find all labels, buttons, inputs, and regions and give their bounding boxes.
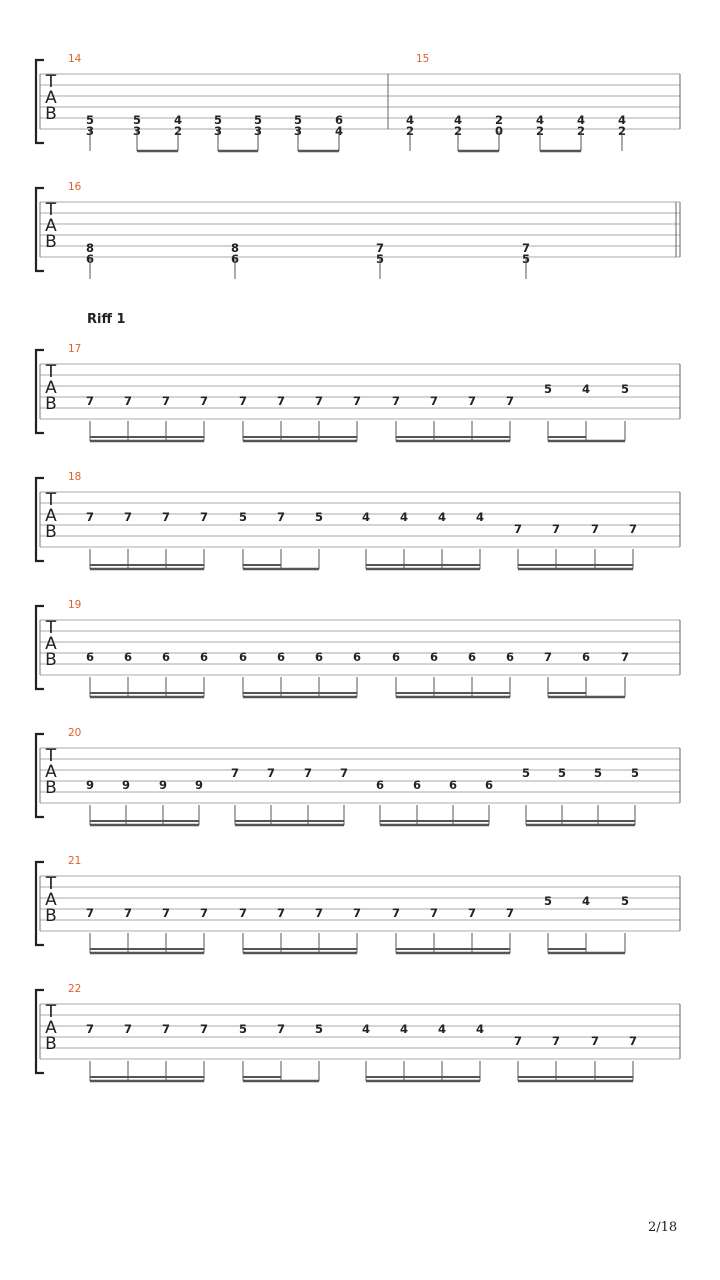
fret-number: 7 [161,906,171,920]
measure-number: 21 [68,855,82,867]
fret-number: 4 [173,113,183,127]
tab-clef-letter: B [45,104,57,124]
section-label: Riff 1 [87,312,126,327]
fret-number: 6 [391,650,401,664]
fret-number: 6 [581,650,591,664]
fret-number: 2 [494,113,504,127]
fret-number: 7 [199,394,209,408]
fret-number: 7 [161,1022,171,1036]
fret-number: 5 [620,382,630,396]
fret-number: 4 [475,510,485,524]
tab-clef-letter: A [45,634,57,654]
fret-number: 9 [194,778,204,792]
fret-number: 6 [505,650,515,664]
fret-number: 4 [399,510,409,524]
fret-number: 6 [448,778,458,792]
fret-number: 4 [399,1022,409,1036]
fret-number: 7 [521,241,531,255]
fret-number: 7 [375,241,385,255]
tab-clef-letter: T [45,490,57,510]
fret-number: 7 [123,1022,133,1036]
fret-number: 7 [85,394,95,408]
fret-number: 7 [85,906,95,920]
fret-number: 7 [628,522,638,536]
fret-number: 3 [85,124,95,138]
fret-number: 7 [628,1034,638,1048]
tab-clef-letter: T [45,746,57,766]
fret-number: 7 [391,394,401,408]
fret-number: 5 [314,510,324,524]
tab-clef-letter: B [45,650,57,670]
fret-number: 7 [352,906,362,920]
fret-number: 7 [161,394,171,408]
tab-clef-letter: B [45,522,57,542]
fret-number: 5 [543,382,553,396]
fret-number: 5 [293,113,303,127]
fret-number: 7 [505,394,515,408]
tab-clef-letter: A [45,1018,57,1038]
fret-number: 7 [505,906,515,920]
tab-clef-letter: A [45,762,57,782]
fret-number: 9 [85,778,95,792]
fret-number: 7 [620,650,630,664]
fret-number: 9 [121,778,131,792]
fret-number: 3 [132,124,142,138]
measure-number: 20 [68,727,82,739]
fret-number: 7 [590,522,600,536]
fret-number: 4 [361,510,371,524]
fret-number: 7 [276,1022,286,1036]
fret-number: 7 [339,766,349,780]
tab-clef-letter: B [45,1034,57,1054]
fret-number: 7 [551,1034,561,1048]
fret-number: 3 [293,124,303,138]
fret-number: 6 [429,650,439,664]
tab-clef-letter: T [45,618,57,638]
tab-clef-letter: A [45,216,57,236]
fret-number: 7 [230,766,240,780]
fret-number: 2 [453,124,463,138]
fret-number: 0 [494,124,504,138]
fret-number: 7 [429,394,439,408]
fret-number: 7 [276,394,286,408]
fret-number: 6 [123,650,133,664]
tab-clef-letter: T [45,874,57,894]
fret-number: 7 [276,906,286,920]
fret-number: 4 [475,1022,485,1036]
measure-number: 22 [68,983,82,995]
fret-number: 5 [314,1022,324,1036]
fret-number: 4 [361,1022,371,1036]
fret-number: 4 [405,113,415,127]
fret-number: 5 [543,894,553,908]
fret-number: 6 [199,650,209,664]
fret-number: 7 [352,394,362,408]
measure-number: 17 [68,343,82,355]
fret-number: 4 [535,113,545,127]
measure-number: 18 [68,471,82,483]
fret-number: 7 [513,522,523,536]
fret-number: 8 [230,241,240,255]
fret-number: 9 [158,778,168,792]
fret-number: 7 [590,1034,600,1048]
fret-number: 5 [253,113,263,127]
fret-number: 7 [551,522,561,536]
fret-number: 7 [238,394,248,408]
fret-number: 2 [576,124,586,138]
tab-clef-letter: T [45,200,57,220]
tab-clef-letter: B [45,232,57,252]
fret-number: 6 [85,252,95,266]
fret-number: 5 [375,252,385,266]
fret-number: 7 [161,510,171,524]
tab-clef-letter: B [45,906,57,926]
fret-number: 2 [405,124,415,138]
fret-number: 6 [412,778,422,792]
measure-number: 16 [68,181,82,193]
fret-number: 7 [123,394,133,408]
fret-number: 4 [437,510,447,524]
fret-number: 4 [581,382,591,396]
fret-number: 6 [375,778,385,792]
fret-number: 2 [535,124,545,138]
fret-number: 6 [230,252,240,266]
fret-number: 6 [467,650,477,664]
fret-number: 7 [467,394,477,408]
tab-clef-letter: B [45,778,57,798]
fret-number: 7 [85,510,95,524]
fret-number: 7 [266,766,276,780]
fret-number: 6 [276,650,286,664]
fret-number: 7 [314,394,324,408]
fret-number: 7 [276,510,286,524]
fret-number: 7 [303,766,313,780]
fret-number: 7 [199,906,209,920]
fret-number: 5 [85,113,95,127]
fret-number: 4 [453,113,463,127]
fret-number: 5 [238,1022,248,1036]
fret-number: 6 [334,113,344,127]
fret-number: 7 [85,1022,95,1036]
tab-clef-letter: A [45,88,57,108]
fret-number: 5 [238,510,248,524]
fret-number: 7 [199,510,209,524]
fret-number: 2 [617,124,627,138]
fret-number: 5 [521,252,531,266]
fret-number: 4 [576,113,586,127]
fret-number: 6 [314,650,324,664]
fret-number: 6 [85,650,95,664]
fret-number: 4 [617,113,627,127]
fret-number: 6 [161,650,171,664]
fret-number: 5 [213,113,223,127]
fret-number: 7 [467,906,477,920]
tab-clef-letter: A [45,506,57,526]
tab-clef-letter: T [45,1002,57,1022]
fret-number: 5 [630,766,640,780]
fret-number: 3 [213,124,223,138]
fret-number: 8 [85,241,95,255]
fret-number: 7 [123,906,133,920]
fret-number: 4 [581,894,591,908]
fret-number: 5 [557,766,567,780]
fret-number: 7 [391,906,401,920]
fret-number: 7 [429,906,439,920]
fret-number: 6 [238,650,248,664]
fret-number: 7 [238,906,248,920]
fret-number: 5 [521,766,531,780]
fret-number: 3 [253,124,263,138]
fret-number: 5 [593,766,603,780]
fret-number: 7 [314,906,324,920]
fret-number: 7 [199,1022,209,1036]
fret-number: 5 [620,894,630,908]
tab-clef-letter: A [45,378,57,398]
fret-number: 2 [173,124,183,138]
fret-number: 4 [334,124,344,138]
tab-clef-letter: A [45,890,57,910]
fret-number: 6 [352,650,362,664]
fret-number: 7 [513,1034,523,1048]
page-number: 2/18 [648,1220,678,1235]
measure-number: 14 [68,53,82,65]
tab-clef-letter: T [45,362,57,382]
tab-clef-letter: T [45,72,57,92]
measure-number: 15 [416,53,430,65]
fret-number: 4 [437,1022,447,1036]
fret-number: 6 [484,778,494,792]
fret-number: 7 [123,510,133,524]
fret-number: 7 [543,650,553,664]
measure-number: 19 [68,599,82,611]
tab-clef-letter: B [45,394,57,414]
fret-number: 5 [132,113,142,127]
